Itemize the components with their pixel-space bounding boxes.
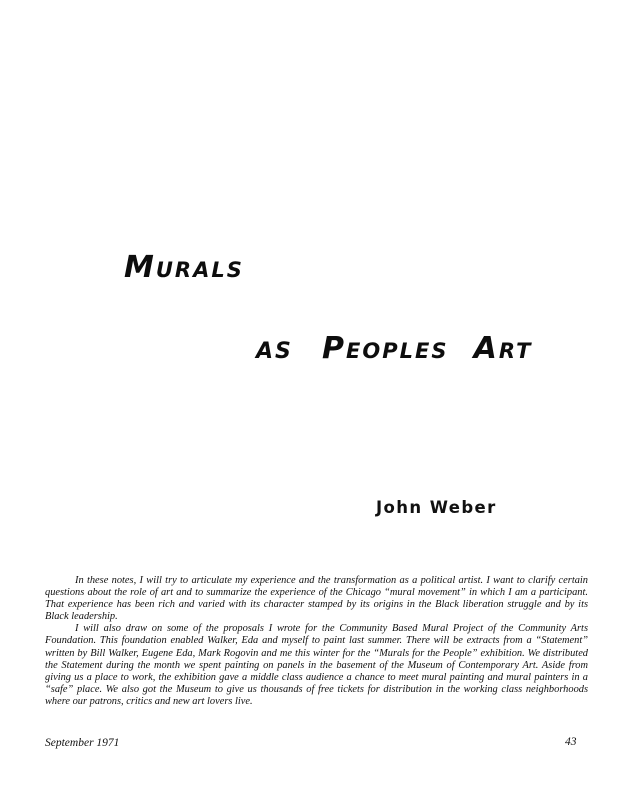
footer-date: September 1971 xyxy=(45,737,120,749)
title-line-murals xyxy=(124,250,244,285)
body-paragraph-2: I will also draw on some of the proposals I wrote for the Community Based Mural Project of the Community Arts Foundation. This foundation enabled Walker, Eda and myself to paint last summer. There will be extracts from a “Statement” written by Bill Walker, Eugene Eda, Mark Rogovin and me this winter for the “Murals for the People” exhibition. We distributed the Statement during the month we spent painting on panels in the basement of the Museum of Contemporary Art. Aside from giving us a place to work, the exhibition gave a middle class audience a chance to meet mural painting and mural painters in a “safe” place. We also got the Museum to give us thousands of free tickets for distribution in the working class neighborhoods where our patrons, critics and new art lovers live. xyxy=(45,623,588,707)
title-word-as: AS xyxy=(256,339,293,364)
footer-page-number: 43 xyxy=(565,736,577,748)
title-initial-p: P xyxy=(322,331,347,366)
title-line-as-peoples-art xyxy=(256,331,532,366)
title-initial-a: A xyxy=(473,331,499,366)
author-byline: John Weber xyxy=(376,498,497,517)
title-word-peoples-rest: EOPLES xyxy=(346,339,449,363)
body-paragraph-1: In these notes, I will try to articulate my experience and the transformation as a political artist. I want to clarify certain questions about the role of art and to summarize the experience of the Chicago “mural movement” in which I am a participant. That experience has been rich and varied with its character stamped by its origins in the Black liberation struggle and by its Black leadership. xyxy=(45,575,588,623)
title-word-murals-rest: URALS xyxy=(155,258,244,282)
title-initial-m: M xyxy=(124,250,156,285)
title-word-art-rest: RT xyxy=(498,339,533,363)
article-body xyxy=(45,575,588,708)
